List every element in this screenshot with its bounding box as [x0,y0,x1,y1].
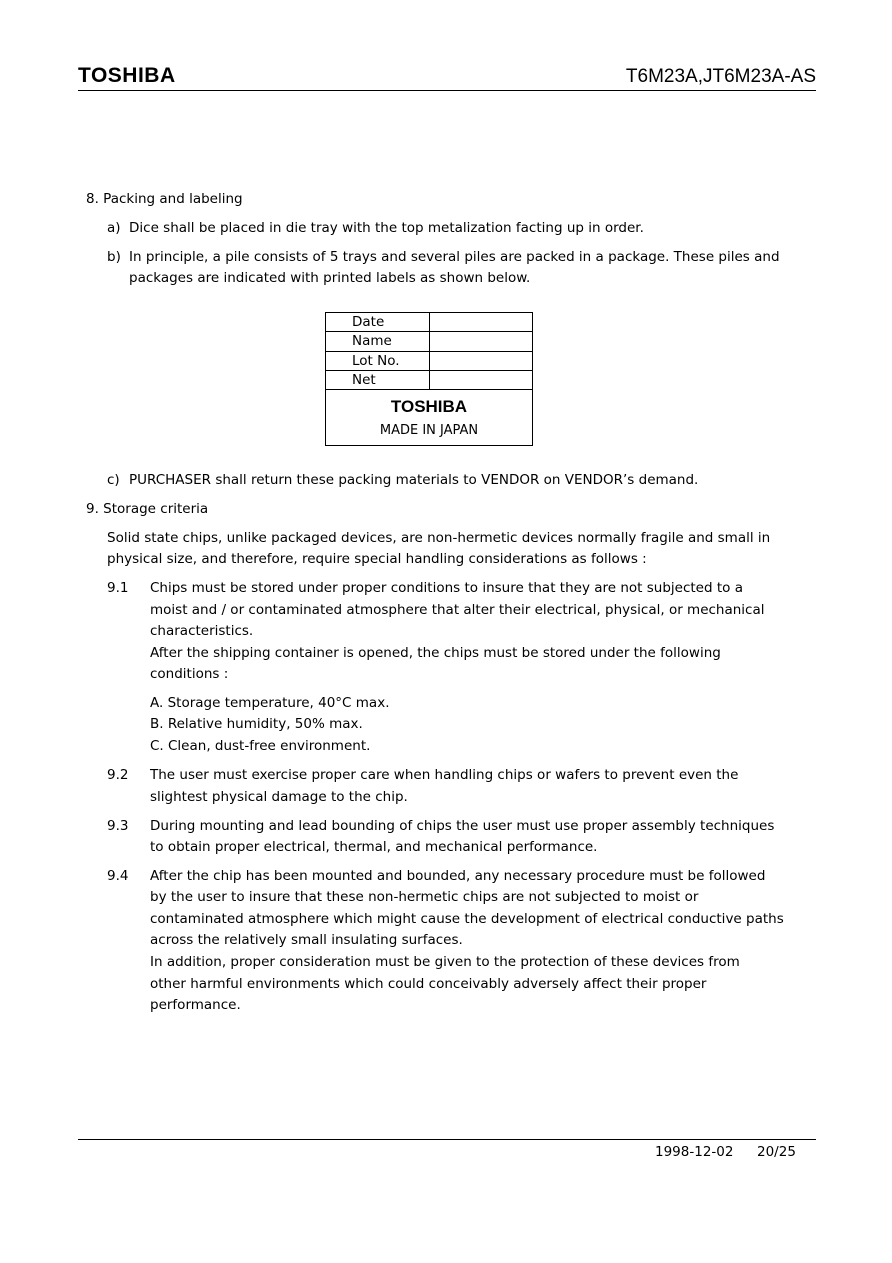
label-field-value [429,370,532,389]
subsection-line: other harmful environments which could conceivably adversely affect their proper [150,976,707,992]
subsection-number: 9.1 [107,580,129,596]
subsection-line: The user must exercise proper care when handling chips or wafers to prevent even the [150,767,739,783]
item-c-text: PURCHASER shall return these packing materials to VENDOR on VENDOR’s demand. [129,472,699,488]
subsection-line: slightest physical damage to the chip. [150,789,408,805]
label-field-name: Name [326,332,429,351]
subsection-number: 9.4 [107,868,129,884]
subsection-line: contaminated atmosphere which might cause the development of electrical conductive paths [150,911,784,927]
item-a-text: Dice shall be placed in die tray with the top metalization facting up in order. [129,220,644,236]
subsection-line: Chips must be stored under proper conditions to insure that they are not subjected to a [150,580,743,596]
label-row [326,313,532,332]
subsection-line: After the shipping container is opened, the chips must be stored under the following [150,645,721,661]
subsection-line: conditions : [150,666,229,682]
label-field-name: Date [326,313,429,332]
label-row [326,370,532,389]
label-field-value [429,313,532,332]
label-row [326,351,532,370]
label-field-name: Lot No. [326,351,429,370]
condition-item: C. Clean, dust-free environment. [150,738,371,754]
subsection-line: by the user to insure that these non-hermetic chips are not subjected to moist or [150,889,699,905]
intro-line: Solid state chips, unlike packaged devices, are non-hermetic devices normally fragile and small in [107,530,771,546]
section-9-heading: 9. Storage criteria [86,501,209,517]
header-rule [78,90,816,91]
subsection-line: performance. [150,997,241,1013]
package-label [325,312,533,446]
item-b-line: packages are indicated with printed labels as shown below. [129,270,531,286]
subsection-line: across the relatively small insulating surfaces. [150,932,463,948]
intro-line: physical size, and therefore, require special handling considerations as follows : [107,551,647,567]
label-field-value [429,332,532,351]
subsection-line: In addition, proper consideration must be given to the protection of these devices from [150,954,740,970]
label-field-name: Net [326,370,429,389]
item-b-line: In principle, a pile consists of 5 trays and several piles are packed in a package. These piles and [129,249,780,265]
subsection-line: moist and / or contaminated atmosphere that alter their electrical, physical, or mechanical [150,602,765,618]
footer-rule [78,1139,816,1140]
toshiba-logo: TOSHIBA [78,64,176,87]
label-toshiba-logo: TOSHIBA [390,397,468,416]
label-row [326,332,532,351]
label-fields-table [326,313,532,390]
condition-item: B. Relative humidity, 50% max. [150,716,363,732]
item-a-marker: a) [107,220,121,236]
document-id: T6M23A,JT6M23A-AS [625,66,816,87]
footer-date: 1998-12-02 [655,1144,734,1160]
subsection-number: 9.2 [107,767,129,783]
section-8-heading: 8. Packing and labeling [86,191,243,207]
subsection-line: to obtain proper electrical, thermal, and mechanical performance. [150,839,598,855]
item-b-marker: b) [107,249,121,265]
item-c-marker: c) [107,472,120,488]
subsection-number: 9.3 [107,818,129,834]
label-made-in: MADE IN JAPAN [379,423,479,438]
label-field-value [429,351,532,370]
subsection-line: characteristics. [150,623,254,639]
condition-item: A. Storage temperature, 40°C max. [150,695,390,711]
footer-page-number: 20/25 [757,1144,796,1160]
subsection-line: During mounting and lead bounding of chips the user must use proper assembly techniques [150,818,775,834]
subsection-line: After the chip has been mounted and bounded, any necessary procedure must be followed [150,868,766,884]
